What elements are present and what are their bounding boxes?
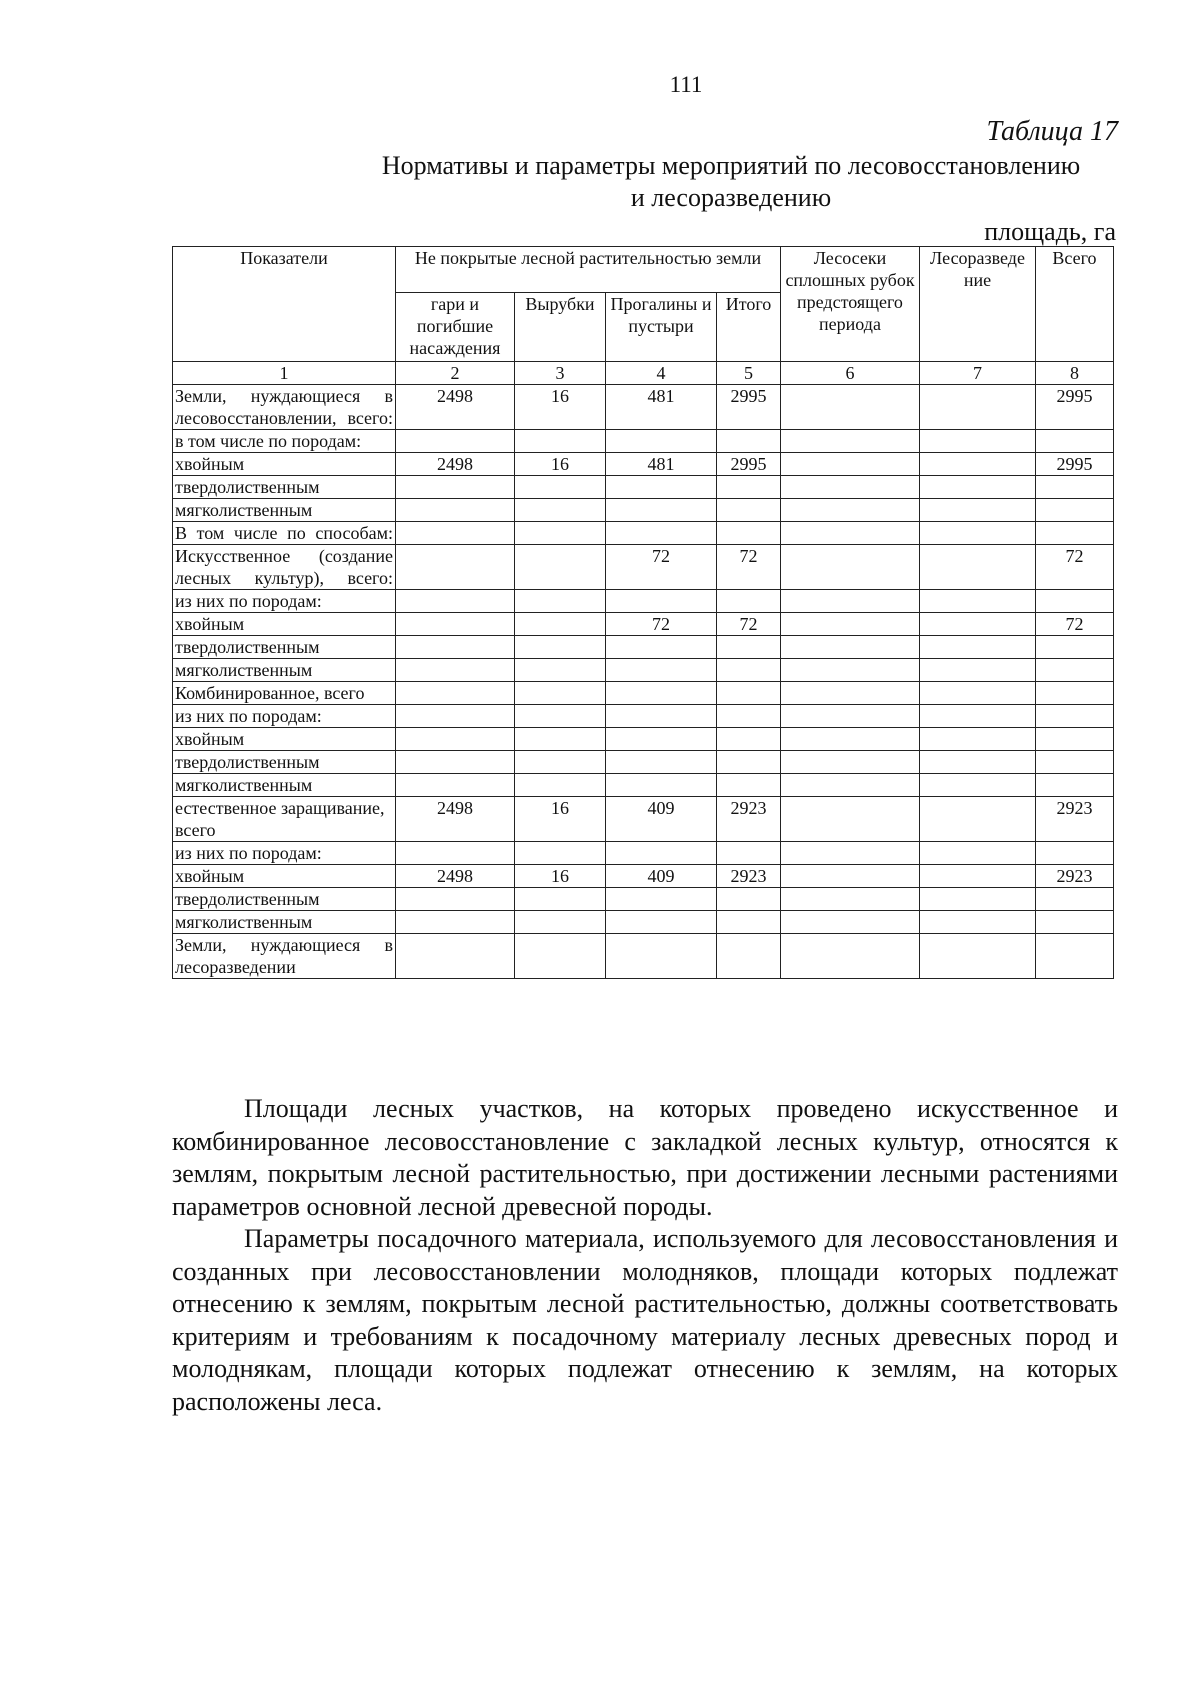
cell-value xyxy=(1036,888,1114,911)
cell-value xyxy=(1036,774,1114,797)
cell-value xyxy=(515,522,606,545)
cell-value xyxy=(606,888,717,911)
row-label: твердолиственным xyxy=(173,636,396,659)
cell-value xyxy=(396,430,515,453)
header-burns: гари и погибшие насаждения xyxy=(396,293,515,362)
cell-value xyxy=(606,774,717,797)
cell-value xyxy=(515,888,606,911)
cell-value xyxy=(920,499,1036,522)
column-number: 5 xyxy=(717,362,781,385)
cell-value xyxy=(515,842,606,865)
cell-value xyxy=(781,797,920,842)
column-number: 4 xyxy=(606,362,717,385)
table-title-line-1: Нормативы и параметры мероприятий по лесовосстановлению xyxy=(381,151,1081,180)
cell-value: 2498 xyxy=(396,797,515,842)
cell-value xyxy=(396,545,515,590)
cell-value xyxy=(1036,842,1114,865)
cell-value xyxy=(1036,659,1114,682)
cell-value xyxy=(717,659,781,682)
cell-value xyxy=(717,522,781,545)
cell-value xyxy=(606,522,717,545)
cell-value xyxy=(396,613,515,636)
header-glades: Прогалины и пустыри xyxy=(606,293,717,362)
cell-value xyxy=(717,728,781,751)
cell-value: 72 xyxy=(1036,613,1114,636)
row-label: хвойным xyxy=(173,453,396,476)
cell-value xyxy=(781,522,920,545)
cell-value xyxy=(920,453,1036,476)
cell-value xyxy=(396,934,515,979)
cell-value xyxy=(717,751,781,774)
cell-value: 16 xyxy=(515,797,606,842)
cell-value xyxy=(606,934,717,979)
row-label: хвойным xyxy=(173,865,396,888)
cell-value xyxy=(396,476,515,499)
cell-value: 72 xyxy=(717,613,781,636)
paragraph-2: Параметры посадочного материала, используемого для лесовосстановления и созданных при лесовосстановлении молодняков, площади которых подлежат отнесению к землям, покрытым лесной растительностью, должны соответствовать критериям и требованиям к посадочному материалу лесных древесных пород и молоднякам, площади которых подлежат отнесению к землям, на которых расположены леса. xyxy=(172,1224,1118,1416)
cell-value xyxy=(717,499,781,522)
cell-value xyxy=(781,682,920,705)
cell-value xyxy=(606,751,717,774)
cell-value xyxy=(396,911,515,934)
cell-value xyxy=(515,636,606,659)
row-label: мягколиственным xyxy=(173,659,396,682)
body-text xyxy=(172,1093,1118,1418)
row-label: Земли, нуждающиеся в лесовосстановлении, всего: xyxy=(173,385,396,430)
row-label: твердолиственным xyxy=(173,476,396,499)
row-label: Искусственное (создание лесных культур), всего: xyxy=(173,545,396,590)
table-row xyxy=(173,659,1114,682)
cell-value xyxy=(396,888,515,911)
row-label: хвойным xyxy=(173,613,396,636)
cell-value xyxy=(1036,911,1114,934)
unit-label: площадь, га xyxy=(984,217,1116,246)
cell-value xyxy=(396,522,515,545)
cell-value xyxy=(920,659,1036,682)
cell-value xyxy=(717,842,781,865)
cell-value xyxy=(1036,934,1114,979)
cell-value xyxy=(920,728,1036,751)
cell-value xyxy=(396,728,515,751)
cell-value xyxy=(920,682,1036,705)
cell-value xyxy=(717,705,781,728)
cell-value xyxy=(396,682,515,705)
cell-value xyxy=(606,499,717,522)
table-row xyxy=(173,476,1114,499)
cell-value xyxy=(920,705,1036,728)
cell-value xyxy=(920,888,1036,911)
cell-value xyxy=(606,430,717,453)
header-subtotal: Итого xyxy=(717,293,781,362)
cell-value xyxy=(515,911,606,934)
cell-value xyxy=(920,522,1036,545)
cell-value xyxy=(1036,590,1114,613)
header-felling-areas: Лесосеки сплошных рубок предстоящего периода xyxy=(781,247,920,362)
cell-value xyxy=(515,751,606,774)
cell-value xyxy=(781,613,920,636)
cell-value xyxy=(515,682,606,705)
cell-value xyxy=(606,636,717,659)
row-label: хвойным xyxy=(173,728,396,751)
cell-value xyxy=(781,911,920,934)
cell-value xyxy=(606,705,717,728)
table-row xyxy=(173,385,1114,430)
column-number: 3 xyxy=(515,362,606,385)
cell-value: 72 xyxy=(1036,545,1114,590)
cell-value: 16 xyxy=(515,865,606,888)
paragraph-1: Площади лесных участков, на которых проведено искусственное и комбинированное лесовосстановление с закладкой лесных культур, относятся к землям, покрытым лесной растительностью, при достижении лесными растениями параметров основной лесной древесной породы. xyxy=(172,1094,1118,1221)
row-label: из них по породам: xyxy=(173,842,396,865)
cell-value xyxy=(396,842,515,865)
header-total: Всего xyxy=(1036,247,1114,362)
cell-value xyxy=(920,797,1036,842)
cell-value xyxy=(717,934,781,979)
cell-value xyxy=(396,751,515,774)
cell-value xyxy=(717,888,781,911)
cell-value xyxy=(717,911,781,934)
cell-value xyxy=(515,476,606,499)
table-row xyxy=(173,797,1114,842)
cell-value xyxy=(1036,499,1114,522)
table-row xyxy=(173,888,1114,911)
cell-value xyxy=(515,545,606,590)
cell-value: 409 xyxy=(606,797,717,842)
row-label: твердолиственным xyxy=(173,888,396,911)
row-label: мягколиственным xyxy=(173,774,396,797)
cell-value xyxy=(781,636,920,659)
cell-value xyxy=(920,842,1036,865)
table-row xyxy=(173,545,1114,590)
table-row xyxy=(173,774,1114,797)
cell-value xyxy=(920,545,1036,590)
table-row xyxy=(173,613,1114,636)
cell-value xyxy=(396,774,515,797)
cell-value: 2995 xyxy=(1036,453,1114,476)
cell-value xyxy=(1036,522,1114,545)
row-label: Земли, нуждающиеся в лесоразведении xyxy=(173,934,396,979)
row-label: из них по породам: xyxy=(173,590,396,613)
cell-value xyxy=(717,774,781,797)
table-row xyxy=(173,453,1114,476)
cell-value xyxy=(717,590,781,613)
table-row xyxy=(173,590,1114,613)
header-afforestation: Лесоразведе ние xyxy=(920,247,1036,362)
column-number: 6 xyxy=(781,362,920,385)
cell-value: 2498 xyxy=(396,865,515,888)
cell-value xyxy=(606,659,717,682)
cell-value xyxy=(1036,751,1114,774)
row-label: твердолиственным xyxy=(173,751,396,774)
cell-value: 2923 xyxy=(717,865,781,888)
cell-value xyxy=(781,385,920,430)
cell-value xyxy=(920,476,1036,499)
cell-value xyxy=(396,499,515,522)
table-row xyxy=(173,705,1114,728)
cell-value: 409 xyxy=(606,865,717,888)
cell-value xyxy=(920,613,1036,636)
cell-value: 2498 xyxy=(396,385,515,430)
row-label: мягколиственным xyxy=(173,911,396,934)
cell-value xyxy=(781,476,920,499)
table-row xyxy=(173,430,1114,453)
cell-value: 481 xyxy=(606,385,717,430)
cell-value: 72 xyxy=(717,545,781,590)
cell-value xyxy=(515,728,606,751)
cell-value xyxy=(606,911,717,934)
cell-value xyxy=(717,476,781,499)
cell-value: 16 xyxy=(515,453,606,476)
cell-value xyxy=(717,636,781,659)
row-label: в том числе по породам: xyxy=(173,430,396,453)
cell-value xyxy=(781,430,920,453)
row-label: В том числе по способам: xyxy=(173,522,396,545)
cell-value xyxy=(515,774,606,797)
cell-value xyxy=(606,590,717,613)
cell-value xyxy=(717,430,781,453)
cell-value xyxy=(920,430,1036,453)
column-number-row xyxy=(173,362,1114,385)
cell-value xyxy=(781,842,920,865)
cell-value xyxy=(1036,430,1114,453)
cell-value xyxy=(781,499,920,522)
table-row xyxy=(173,911,1114,934)
cell-value xyxy=(1036,705,1114,728)
cell-value xyxy=(515,499,606,522)
cell-value: 2923 xyxy=(717,797,781,842)
column-number: 2 xyxy=(396,362,515,385)
cell-value xyxy=(1036,682,1114,705)
cell-value xyxy=(920,865,1036,888)
row-label: Комбинированное, всего xyxy=(173,682,396,705)
cell-value xyxy=(515,934,606,979)
cell-value xyxy=(515,590,606,613)
page-number: 111 xyxy=(669,72,703,97)
cell-value xyxy=(1036,636,1114,659)
cell-value: 2995 xyxy=(717,385,781,430)
row-label: мягколиственным xyxy=(173,499,396,522)
table-row xyxy=(173,499,1114,522)
cell-value xyxy=(1036,476,1114,499)
cell-value xyxy=(606,728,717,751)
table-title-line-2: и лесоразведению xyxy=(630,183,832,212)
cell-value xyxy=(781,751,920,774)
cell-value xyxy=(717,682,781,705)
cell-value: 16 xyxy=(515,385,606,430)
cell-value xyxy=(781,659,920,682)
cell-value: 72 xyxy=(606,613,717,636)
column-number: 8 xyxy=(1036,362,1114,385)
table-row xyxy=(173,728,1114,751)
cell-value xyxy=(396,659,515,682)
column-number: 7 xyxy=(920,362,1036,385)
cell-value xyxy=(515,613,606,636)
cell-value xyxy=(781,934,920,979)
cell-value xyxy=(920,636,1036,659)
header-cuttings: Вырубки xyxy=(515,293,606,362)
cell-value: 481 xyxy=(606,453,717,476)
table-row xyxy=(173,842,1114,865)
header-not-covered: Не покрытые лесной растительностью земли xyxy=(396,247,781,293)
cell-value xyxy=(920,590,1036,613)
cell-value xyxy=(515,659,606,682)
header-indicators: Показатели xyxy=(173,247,396,362)
row-label: естественное заращивание, всего xyxy=(173,797,396,842)
table-row xyxy=(173,865,1114,888)
cell-value xyxy=(920,751,1036,774)
table-row xyxy=(173,682,1114,705)
cell-value xyxy=(920,385,1036,430)
cell-value xyxy=(781,774,920,797)
cell-value: 72 xyxy=(606,545,717,590)
cell-value xyxy=(781,865,920,888)
table-row xyxy=(173,636,1114,659)
cell-value xyxy=(781,888,920,911)
row-label: из них по породам: xyxy=(173,705,396,728)
cell-value: 2498 xyxy=(396,453,515,476)
table-body xyxy=(173,385,1114,979)
cell-value xyxy=(606,476,717,499)
reforestation-table xyxy=(172,246,1114,979)
column-number: 1 xyxy=(173,362,396,385)
cell-value xyxy=(606,842,717,865)
cell-value xyxy=(920,934,1036,979)
table-title xyxy=(172,150,1200,214)
cell-value xyxy=(781,545,920,590)
cell-value xyxy=(396,636,515,659)
cell-value xyxy=(781,453,920,476)
table-row xyxy=(173,934,1114,979)
cell-value xyxy=(515,430,606,453)
cell-value xyxy=(781,705,920,728)
cell-value: 2995 xyxy=(717,453,781,476)
cell-value xyxy=(920,911,1036,934)
cell-value xyxy=(920,774,1036,797)
cell-value xyxy=(396,590,515,613)
cell-value xyxy=(1036,728,1114,751)
cell-value xyxy=(606,682,717,705)
cell-value: 2923 xyxy=(1036,865,1114,888)
cell-value: 2995 xyxy=(1036,385,1114,430)
table-row xyxy=(173,522,1114,545)
cell-value xyxy=(781,728,920,751)
cell-value xyxy=(781,590,920,613)
cell-value xyxy=(396,705,515,728)
table-row xyxy=(173,751,1114,774)
cell-value: 2923 xyxy=(1036,797,1114,842)
cell-value xyxy=(515,705,606,728)
table-label: Таблица 17 xyxy=(986,116,1118,147)
